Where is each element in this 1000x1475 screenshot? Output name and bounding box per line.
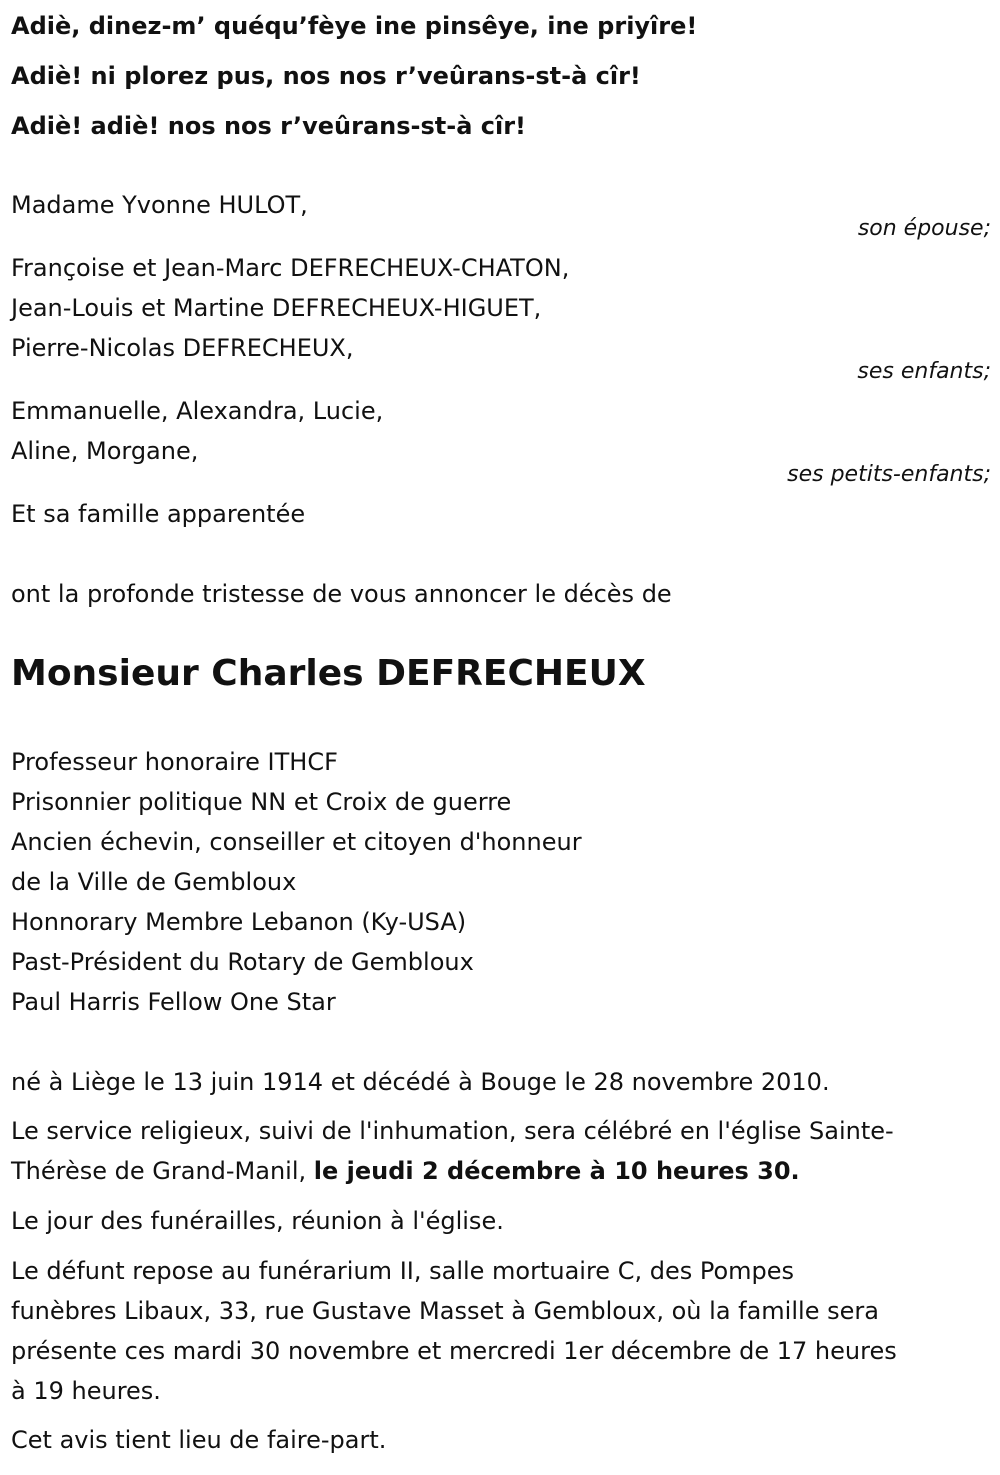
title-line-1: Professeur honoraire ITHCF <box>11 748 338 776</box>
announcement-line: ont la profonde tristesse de vous annoncer le décès de <box>11 580 672 608</box>
child-line-1: Françoise et Jean-Marc DEFRECHEUX-CHATON, <box>11 254 570 282</box>
grandchildren-role: ses petits-enfants; <box>787 462 991 487</box>
poem-line-3: Adiè! adiè! nos nos r’veûrans-st-à cîr! <box>11 112 527 140</box>
child-line-2: Jean-Louis et Martine DEFRECHEUX-HIGUET, <box>11 294 542 322</box>
service-location: Thérèse de Grand-Manil, <box>11 1157 314 1185</box>
deceased-name: Monsieur Charles DEFRECHEUX <box>11 653 646 694</box>
rest-line-1: Le défunt repose au funérarium II, salle mortuaire C, des Pompes <box>11 1257 795 1285</box>
rest-line-3: présente ces mardi 30 novembre et mercredi 1er décembre de 17 heures <box>11 1337 897 1365</box>
gathering-line: Le jour des funérailles, réunion à l'église. <box>11 1207 504 1235</box>
service-date-time: le jeudi 2 décembre à 10 heures 30. <box>313 1157 800 1185</box>
title-line-6: Past-Président du Rotary de Gembloux <box>11 948 474 976</box>
title-line-7: Paul Harris Fellow One Star <box>11 988 336 1016</box>
relatives-line: Et sa famille apparentée <box>11 500 306 528</box>
rest-line-2: funèbres Libaux, 33, rue Gustave Masset à Gembloux, où la famille sera <box>11 1297 879 1325</box>
service-line-1: Le service religieux, suivi de l'inhumation, sera célébré en l'église Sainte- <box>11 1117 894 1145</box>
poem-line-1: Adiè, dinez-m’ quéqu’fèye ine pinsêye, ine priyîre! <box>11 12 698 40</box>
child-line-3: Pierre-Nicolas DEFRECHEUX, <box>11 334 354 362</box>
title-line-5: Honnorary Membre Lebanon (Ky-USA) <box>11 908 467 936</box>
title-line-4: de la Ville de Gembloux <box>11 868 297 896</box>
grandchild-line-1: Emmanuelle, Alexandra, Lucie, <box>11 397 384 425</box>
closing-line: Cet avis tient lieu de faire-part. <box>11 1426 387 1454</box>
service-line-2 <box>11 1151 800 1191</box>
grandchild-line-2: Aline, Morgane, <box>11 437 199 465</box>
children-role: ses enfants; <box>857 359 991 384</box>
birth-death-line: né à Liège le 13 juin 1914 et décédé à Bouge le 28 novembre 2010. <box>11 1068 830 1096</box>
title-line-3: Ancien échevin, conseiller et citoyen d'honneur <box>11 828 582 856</box>
poem-line-2: Adiè! ni plorez pus, nos nos r’veûrans-st-à cîr! <box>11 62 641 90</box>
title-line-2: Prisonnier politique NN et Croix de guerre <box>11 788 512 816</box>
spouse-role: son épouse; <box>857 216 991 241</box>
rest-line-4: à 19 heures. <box>11 1377 161 1405</box>
spouse-name: Madame Yvonne HULOT, <box>11 191 308 219</box>
